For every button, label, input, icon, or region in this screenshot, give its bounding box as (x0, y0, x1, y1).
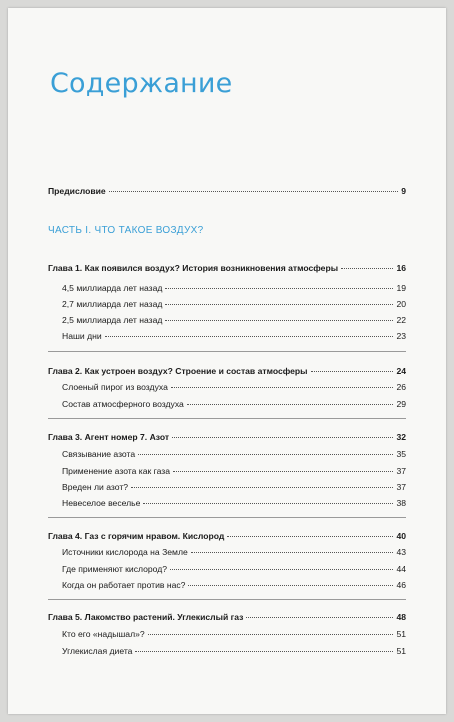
toc-section[interactable] (62, 646, 406, 657)
toc-section[interactable] (62, 547, 406, 558)
toc-entry-preface[interactable] (48, 186, 406, 197)
toc-page-number: 38 (396, 498, 406, 508)
toc-chapter-5[interactable] (48, 612, 406, 623)
dot-leader (165, 304, 393, 305)
dot-leader (105, 336, 394, 337)
toc-entry-label: Вреден ли азот? (62, 482, 129, 492)
toc-entry-label: Глава 4. Газ с горячим нравом. Кислород (48, 531, 225, 541)
toc-entry-label: Источники кислорода на Земле (62, 547, 188, 557)
dot-leader (165, 288, 393, 289)
toc-section[interactable] (62, 299, 406, 310)
toc-section[interactable] (62, 498, 406, 509)
divider (48, 418, 406, 419)
toc-page-number: 40 (396, 531, 406, 541)
toc-page-number: 23 (396, 331, 406, 341)
part-heading: ЧАСТЬ I. ЧТО ТАКОЕ ВОЗДУХ? (48, 225, 204, 236)
toc-entry-label: Состав атмосферного воздуха (62, 399, 184, 409)
toc-section[interactable] (62, 580, 406, 591)
toc-page-number: 22 (396, 315, 406, 325)
toc-page-number: 19 (396, 283, 406, 293)
toc-entry-label: Глава 5. Лакомство растений. Углекислый газ (48, 612, 244, 622)
toc-section[interactable] (62, 449, 406, 460)
toc-page-number: 44 (396, 564, 406, 574)
toc-section[interactable] (62, 564, 406, 575)
dot-leader (187, 404, 394, 405)
toc-page-number: 16 (396, 263, 406, 273)
book-page (8, 8, 446, 714)
toc-entry-label: 4,5 миллиарда лет назад (62, 283, 163, 293)
toc-page-number: 26 (396, 382, 406, 392)
toc-entry-label: Глава 3. Агент номер 7. Азот (48, 432, 170, 442)
toc-section[interactable] (62, 315, 406, 326)
toc-page-number: 29 (396, 399, 406, 409)
toc-entry-label: Кто его «надышал»? (62, 629, 145, 639)
toc-entry-label: Наши дни (62, 331, 102, 341)
toc-entry-label: Глава 2. Как устроен воздух? Строение и состав атмосферы (48, 366, 308, 376)
divider (48, 351, 406, 352)
dot-leader (246, 617, 393, 618)
toc-entry-label: Предисловие (48, 186, 106, 196)
dot-leader (109, 191, 399, 192)
dot-leader (170, 569, 393, 570)
dot-leader (227, 536, 393, 537)
toc-page-number: 37 (396, 482, 406, 492)
toc-section[interactable] (62, 283, 406, 294)
divider (48, 599, 406, 600)
toc-page-number: 24 (396, 366, 406, 376)
dot-leader (165, 320, 393, 321)
toc-entry-label: 2,7 миллиарда лет назад (62, 299, 163, 309)
toc-chapter-4[interactable] (48, 531, 406, 542)
toc-entry-label: Связывание азота (62, 449, 136, 459)
dot-leader (173, 471, 393, 472)
toc-page-number: 37 (396, 466, 406, 476)
dot-leader (311, 371, 394, 372)
dot-leader (171, 387, 394, 388)
toc-section[interactable] (62, 399, 406, 410)
dot-leader (138, 454, 393, 455)
toc-chapter-3[interactable] (48, 432, 406, 443)
toc-page-number: 46 (396, 580, 406, 590)
toc-page-number: 20 (396, 299, 406, 309)
toc-page-number: 9 (401, 186, 406, 196)
toc-entry-label: Применение азота как газа (62, 466, 171, 476)
toc-section[interactable] (62, 382, 406, 393)
toc-section[interactable] (62, 629, 406, 640)
toc-entry-label: Глава 1. Как появился воздух? История возникновения атмосферы (48, 263, 339, 273)
toc-chapter-1[interactable] (48, 263, 406, 274)
toc-page-number: 51 (396, 629, 406, 639)
dot-leader (341, 268, 393, 269)
toc-page-number: 51 (396, 646, 406, 656)
page-title: Содержание (50, 68, 233, 99)
toc-chapter-2[interactable] (48, 366, 406, 377)
toc-page-number: 35 (396, 449, 406, 459)
divider (48, 517, 406, 518)
toc-entry-label: Углекислая диета (62, 646, 133, 656)
dot-leader (172, 437, 393, 438)
dot-leader (143, 503, 393, 504)
dot-leader (188, 585, 393, 586)
toc-page-number: 48 (396, 612, 406, 622)
toc-entry-label: Слоеный пирог из воздуха (62, 382, 168, 392)
toc-entry-label: Когда он работает против нас? (62, 580, 186, 590)
toc-section[interactable] (62, 331, 406, 342)
toc-entry-label: 2,5 миллиарда лет назад (62, 315, 163, 325)
dot-leader (131, 487, 393, 488)
toc-entry-label: Где применяют кислород? (62, 564, 168, 574)
toc-section[interactable] (62, 466, 406, 477)
dot-leader (135, 651, 393, 652)
toc-entry-label: Невеселое веселье (62, 498, 141, 508)
dot-leader (148, 634, 394, 635)
toc-page-number: 32 (396, 432, 406, 442)
toc-page-number: 43 (396, 547, 406, 557)
toc-section[interactable] (62, 482, 406, 493)
dot-leader (191, 552, 394, 553)
